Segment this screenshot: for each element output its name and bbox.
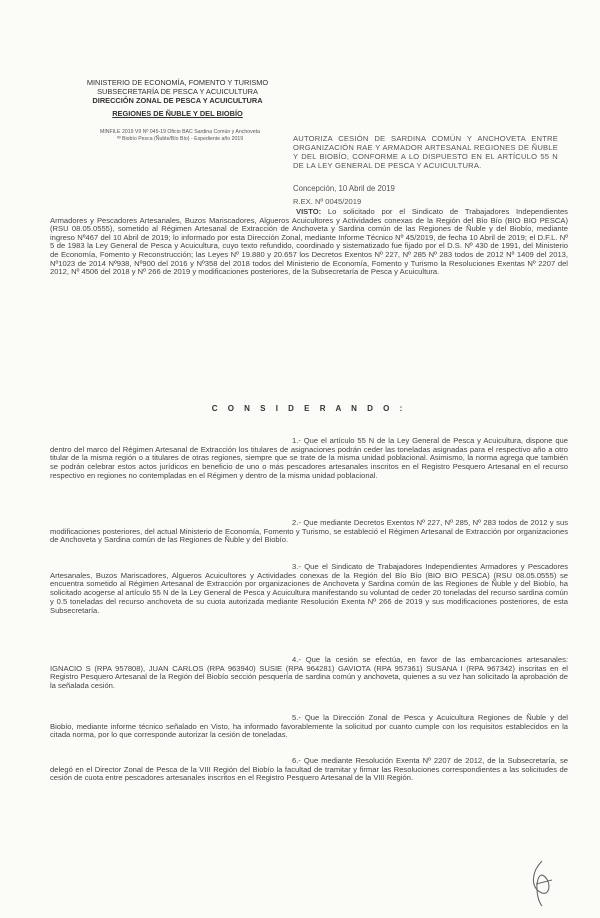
resolution-summary: AUTORIZA CESIÓN DE SARDINA COMÚN Y ANCHOVETA ENTRE ORGANIZACIÓN RAE Y ARMADOR ARTESANAL REGIONES DE ÑUBLE Y DEL BIOBÍO, CONFORME A LO DISPUESTO EN EL ARTÍCULO 55 N DE LA LEY GENERAL DE PESCA Y ACUICULTURA.: [293, 134, 558, 170]
subsecretary-line: SUBSECRETARÍA DE PESCA Y ACUICULTURA: [97, 87, 258, 97]
resolution-date: Concepción, 10 Abril de 2019: [293, 184, 395, 193]
considerando-paragraph-4: 4.- Que la cesión se efectúa, en favor de las embarcaciones artesanales: IGNACIO S (RPA 957808), JUAN CARLOS (RPA 963940) SUSIE (RPA 964281) GAVIOTA (RPA 957361) SUSANA I (RPA 967342) inscritas en el Registro Pesquero Artesanal de la Región del Biobío sección pesquería de sardina común y anchoveta, quienes a su vez han solicitado la aprobación de la señalada cesión.: [50, 655, 568, 691]
letterhead: [60, 78, 295, 118]
considerando-heading: C O N S I D E R A N D O :: [211, 404, 407, 413]
signature-initials: [522, 856, 562, 911]
visto-label: VISTO:: [296, 207, 322, 216]
file-reference-line-2: ºº Biobío Pesca (Ñuble/Bío Bío) - Expediente año 2019: [116, 135, 244, 142]
considerando-paragraph-5: 5.- Que la Dirección Zonal de Pesca y Acuicultura Regiones de Ñuble y del Biobío, mediante informe técnico señalado en Visto, ha informado favorablemente la solicitud por cuanto cumple con los requisitos establecidos en la citada norma, por lo que corresponde autorizar la cesión de toneladas.: [50, 713, 568, 740]
considerando-paragraph-3: 3.- Que el Sindicato de Trabajadores Independientes Armadores y Pescadores Artesanales, Buzos Mariscadores, Algueros Acuicultores y Actividades conexas de la Región del Bío Bío (BIO BIO PESCA) (RSU 08.05.0555) se encuentra sometido al Régimen Artesanal de Extracción por organizaciones de Anchoveta y Sardina común de las Regiones de Ñuble y del Biobío, ha solicitado acogerse al artículo 55 N de la Ley General de Pesca y Acuicultura manifestando su voluntad de ceder 20 toneladas del recurso sardina común y 0.5 toneladas del recurso anchoveta de su cuota autorizada mediante Resolución Exenta Nº 266 de 2019 y sus modificaciones posteriores, de esta Subsecretaría.: [50, 562, 568, 615]
resolution-number: R.EX. Nº 0045/2019: [293, 197, 362, 206]
considerando-paragraph-6: 6.- Que mediante Resolución Exenta Nº 2207 de 2012, de la Subsecretaría, se delegó en el Director Zonal de Pesca de la VIII Región del Biobío la facultad de tramitar y firmar las Resoluciones correspondientes a las solicitudes de cesión de cuota entre pescadores artesanales inscritos en el Registro Pesquero Artesanal de la VIII Región.: [50, 756, 568, 783]
file-reference: [50, 129, 310, 142]
regions-line: REGIONES DE ÑUBLE Y DEL BIOBÍO: [112, 108, 243, 118]
visto-text: Lo solicitado por el Sindicato de Trabajadores Independientes Armadores y Pescadores Artesanales, Buzos Mariscadores, Algueros Acuicultores y Actividades conexas de la Región del Bío Bío (BIO BIO PESCA) (RSU 08.05.0555), sometido al Régimen Artesanal de Extracción de Anchoveta y Sardina común de las Regiones de Ñuble y del Biobío, mediante ingreso Nº467 del 10 Abril de 2019; lo informado por esta Dirección Zonal, mediante Informe Técnico Nº 45/2019, de fecha 10 Abril de 2019; el D.F.L. Nº 5 de 1983 la Ley General de Pesca y Acuicultura, cuyo texto refundido, coordinado y sistematizado fue fijado por el D.S. Nº 430 de 1991, del Ministerio de Economía, Fomento y Reconstrucción; las Leyes Nº 19.880 y 20.657 los Decretos Exentos Nº 227, Nº 285 Nº 283 todos de 2012 Nº 1409 del 2013, Nº1023 de 2014 Nº938, Nº900 del 2016 y Nº358 del 2018 todos del Ministerio de Economía, Fomento y Turismo la Resoluciones Exentas Nº 2207 del 2012, Nº 4506 del 2018 y Nº 266 de 2019 y modificaciones posteriores, de la Subsecretaría de Pesca y Acuicultura.: [50, 207, 568, 277]
file-reference-line-1: MINFILE 2019 VII Nº 045-19 Oficio BAC Sardina Común y Anchoveta: [100, 129, 260, 135]
directorate-line: DIRECCIÓN ZONAL DE PESCA Y ACUICULTURA: [92, 96, 263, 106]
ministry-line: MINISTERIO DE ECONOMÍA, FOMENTO Y TURISMO: [86, 78, 269, 87]
visto-section: [50, 208, 568, 277]
considerando-paragraph-2: 2.- Que mediante Decretos Exentos Nº 227, Nº 285, Nº 283 todos de 2012 y sus modificaciones posteriores, del actual Ministerio de Economía, Fomento y Turismo, se estableció el Régimen Artesanal de Extracción por organizaciones de Anchoveta y Sardina común de las Regiones de Ñuble y del Biobío.: [50, 518, 568, 545]
considerando-paragraph-1: 1.- Que el artículo 55 N de la Ley General de Pesca y Acuicultura, dispone que dentro del marco del Régimen Artesanal de Extracción los titulares de asignaciones podrán ceder las toneladas asignadas para el respectivo año a otro titular de la misma región o a titulares de otras regiones, siempre que se trate de la misma unidad poblacional. Asimismo, la norma agrega que también se podrán celebrar estos actos jurídicos en beneficio de uno o más pescadores artesanales inscritos en el Registro Pesquero Artesanal en el recurso respectivo en regiones no contempladas en el Régimen y dentro de la misma unidad poblacional.: [50, 436, 568, 480]
